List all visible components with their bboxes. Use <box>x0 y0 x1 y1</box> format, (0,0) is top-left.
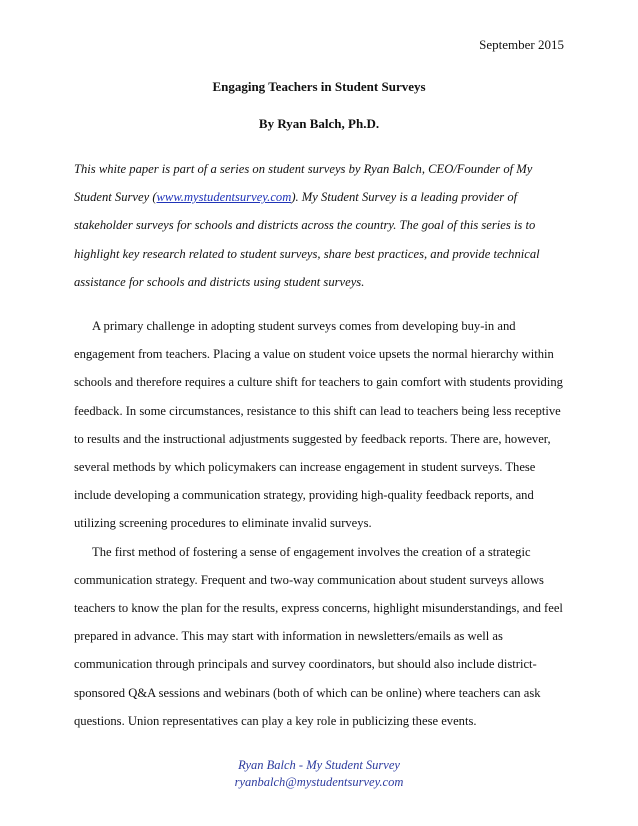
document-date: September 2015 <box>479 37 564 52</box>
body-paragraph-2: The first method of fostering a sense of engagement involves the creation of a strategic communication strategy. Frequent and two-way communication about student surveys allows teachers to know the plan for the results, express concerns, highlight misunderstandings, and feel prepared in advance. This may start with information in newsletters/emails as well as communication through principals and survey coordinators, but should also include district-sponsored Q&A sessions and webinars (both of which can be online) where teachers can ask questions. Union representatives can play a key role in publicizing these events. <box>74 544 563 728</box>
page-footer <box>0 757 638 791</box>
document-author: By Ryan Balch, Ph.D. <box>258 116 380 131</box>
footer-email: ryanbalch@mystudentsurvey.com <box>234 775 404 789</box>
footer-name: Ryan Balch - My Student Survey <box>238 758 400 772</box>
intro-text-before-link: This white paper is part of a series on student surveys by Ryan Balch, CEO/Founder of My Student Survey ( <box>74 162 533 205</box>
document-title: Engaging Teachers in Student Surveys <box>212 79 426 94</box>
intro-paragraph <box>74 155 566 296</box>
body-paragraph-1: A primary challenge in adopting student surveys comes from developing buy-in and engagement from teachers. Placing a value on student voice upsets the normal hierarchy within schools and therefore requires a culture shift for teachers to gain comfort with students providing feedback. In some circumstances, resistance to this shift can lead to teachers being less receptive to results and the instructional adjustments suggested by feedback reports. There are, however, several methods by which policymakers can increase engagement in student surveys. These include developing a communication strategy, providing high-quality feedback reports, and utilizing screening procedures to eliminate invalid surveys. <box>74 319 563 531</box>
website-link[interactable]: www.mystudentsurvey.com <box>156 190 292 205</box>
intro-text-after-link: ). My Student Survey is a leading provider of stakeholder surveys for schools and districts across the country. The goal of this series is to highlight key research related to student surveys, share best practices, and provide technical assistance for schools and districts using student surveys. <box>74 190 540 289</box>
body-paragraphs <box>74 312 566 735</box>
